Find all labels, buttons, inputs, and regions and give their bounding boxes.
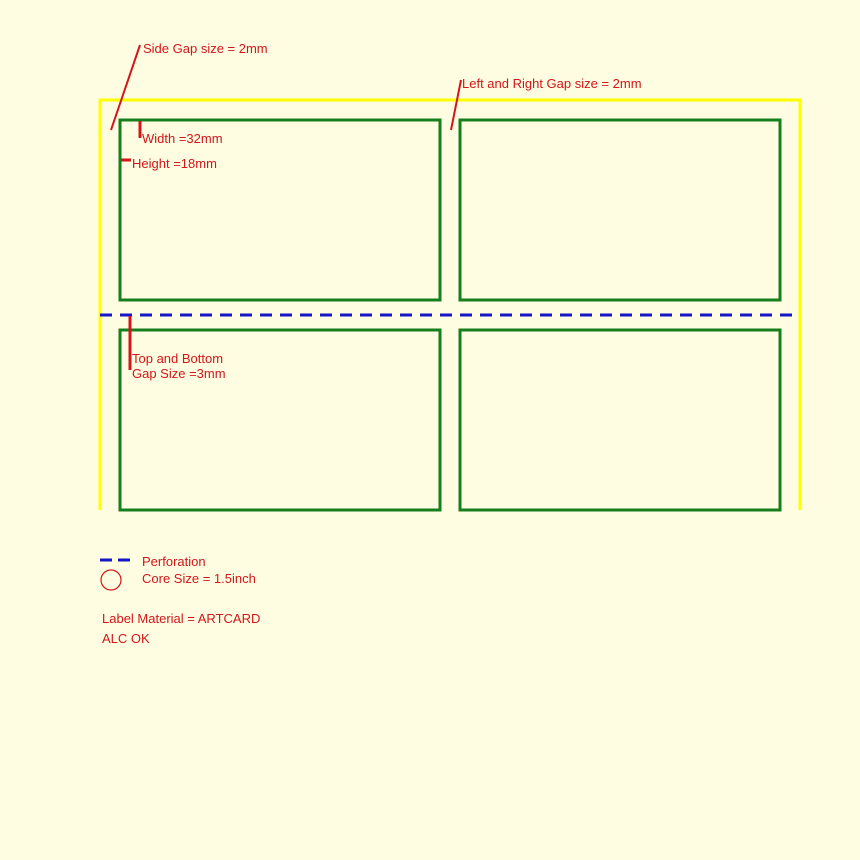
perforation-legend-label: Perforation	[142, 554, 206, 569]
core-size-legend-circle	[101, 570, 121, 590]
label-top-left	[120, 120, 440, 300]
left-right-gap-label: Left and Right Gap size = 2mm	[462, 76, 642, 91]
width-label: Width =32mm	[142, 131, 223, 146]
label-material-note: Label Material = ARTCARD	[102, 611, 261, 626]
label-bottom-right	[460, 330, 780, 510]
core-size-legend-label: Core Size = 1.5inch	[142, 571, 256, 586]
side-gap-label: Side Gap size = 2mm	[143, 41, 268, 56]
side-gap-leader	[111, 45, 140, 130]
label-top-right	[460, 120, 780, 300]
alc-note: ALC OK	[102, 631, 150, 646]
height-label: Height =18mm	[132, 156, 217, 171]
top-bottom-gap-label-line1: Top and Bottom	[132, 351, 224, 366]
top-bottom-gap-label-line2: Gap Size =3mm	[132, 366, 226, 381]
